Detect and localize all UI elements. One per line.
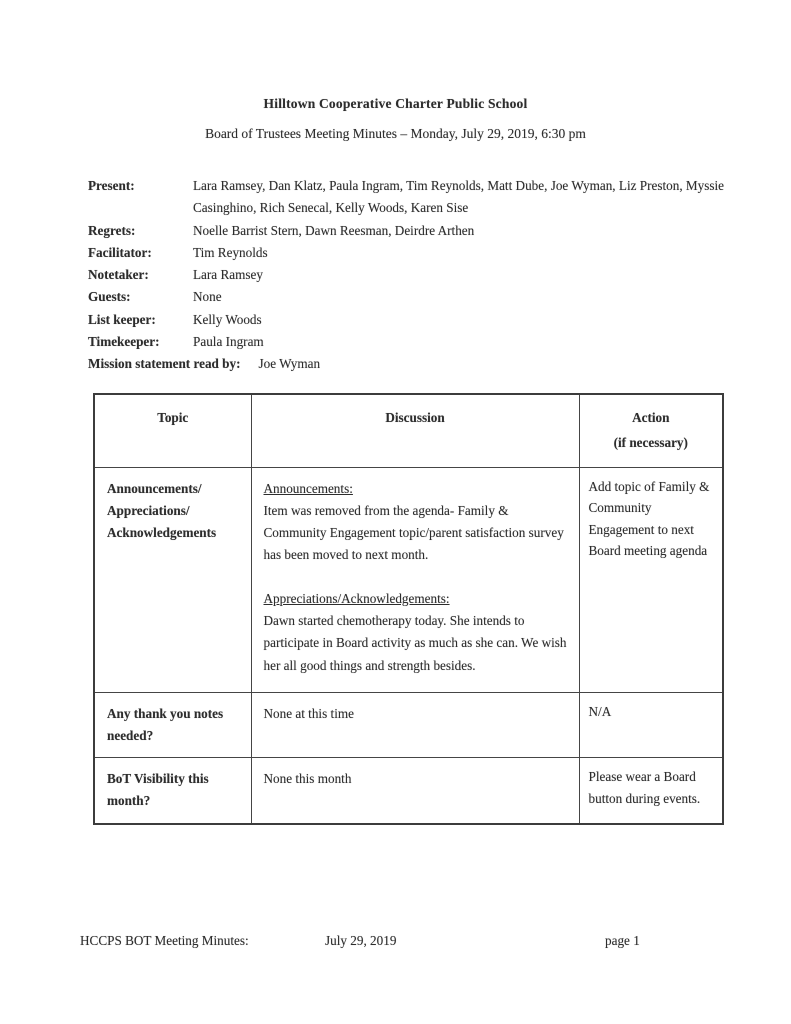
attendance-value: Paula Ingram [193, 334, 264, 350]
footer-document-name: HCCPS BOT Meeting Minutes: [80, 933, 249, 948]
attendance-value: Kelly Woods [193, 311, 262, 327]
minutes-table [93, 393, 724, 825]
table-row-announcements [94, 467, 723, 692]
header-action-label: Action [632, 410, 670, 425]
discussion-heading: Appreciations/Acknowledgements: [263, 590, 450, 606]
attendance-row-timekeeper [88, 331, 732, 353]
action-cell: Please wear a Board button during events. [579, 758, 723, 824]
discussion-heading: Announcements: [263, 480, 353, 496]
header-action-note: (if necessary) [613, 435, 688, 450]
discussion-cell [251, 467, 579, 692]
discussion-body: Item was removed from the agenda- Family & Community Engagement topic/parent satisfaction survey has been moved to next month. [263, 502, 564, 563]
attendance-row-listkeeper [88, 309, 732, 331]
discussion-cell: None at this time [251, 692, 579, 758]
footer-page-number: page 1 [605, 933, 640, 948]
table-row-thankyou [94, 692, 723, 758]
attendance-row-regrets [88, 220, 732, 242]
attendance-value: Lara Ramsey, Dan Klatz, Paula Ingram, Tim Reynolds, Matt Dube, Joe Wyman, Liz Preston, Myssie Casinghino, Rich Senecal, Kelly Woods, Karen Sise [193, 178, 725, 216]
attendance-label: Notetaker: [88, 267, 149, 283]
attendance-value: Tim Reynolds [193, 244, 268, 260]
topic-line: Acknowledgements [107, 525, 217, 541]
discussion-section-appreciations [264, 588, 567, 677]
header-action [579, 394, 723, 467]
topic-line: Appreciations/ [107, 502, 190, 518]
header-discussion: Discussion [251, 394, 579, 467]
discussion-section-announcements [264, 478, 567, 567]
attendance-value: None [193, 289, 222, 305]
attendance-label: Regrets: [88, 222, 136, 238]
document-subtitle: Board of Trustees Meeting Minutes – Monday, July 29, 2019, 6:30 pm [205, 126, 586, 141]
attendance-label: Guests: [88, 289, 131, 305]
attendance-value: Joe Wyman [258, 356, 321, 372]
attendance-label: Mission statement read by: [88, 356, 241, 372]
attendance-label: List keeper: [88, 311, 156, 327]
discussion-body: Dawn started chemotherapy today. She intends to participate in Board activity as much as she can. We wish her all good things and strength besides. [263, 612, 567, 673]
table-header-row [94, 394, 723, 467]
topic-cell [94, 467, 251, 692]
attendance-row-present [88, 175, 732, 220]
document-title: Hilltown Cooperative Charter Public School [263, 96, 528, 111]
header-topic: Topic [94, 394, 251, 467]
attendance-block [88, 175, 732, 376]
attendance-label: Present: [88, 178, 135, 193]
attendance-row-guests [88, 286, 732, 308]
action-cell: Add topic of Family & Community Engagement to next Board meeting agenda [579, 467, 723, 692]
attendance-row-notetaker [88, 264, 732, 286]
footer-date: July 29, 2019 [325, 933, 397, 948]
discussion-cell: None this month [251, 758, 579, 824]
action-cell: N/A [579, 692, 723, 758]
topic-cell: BoT Visibility this month? [94, 758, 251, 824]
attendance-value: Lara Ramsey [193, 267, 263, 283]
attendance-row-facilitator [88, 242, 732, 264]
topic-line: Announcements/ [107, 480, 202, 496]
attendance-row-mission [88, 353, 732, 375]
table-row-visibility [94, 758, 723, 824]
attendance-label: Timekeeper: [88, 334, 160, 350]
topic-cell: Any thank you notes needed? [94, 692, 251, 758]
attendance-value: Noelle Barrist Stern, Dawn Reesman, Deirdre Arthen [193, 222, 475, 238]
attendance-label: Facilitator: [88, 244, 152, 260]
